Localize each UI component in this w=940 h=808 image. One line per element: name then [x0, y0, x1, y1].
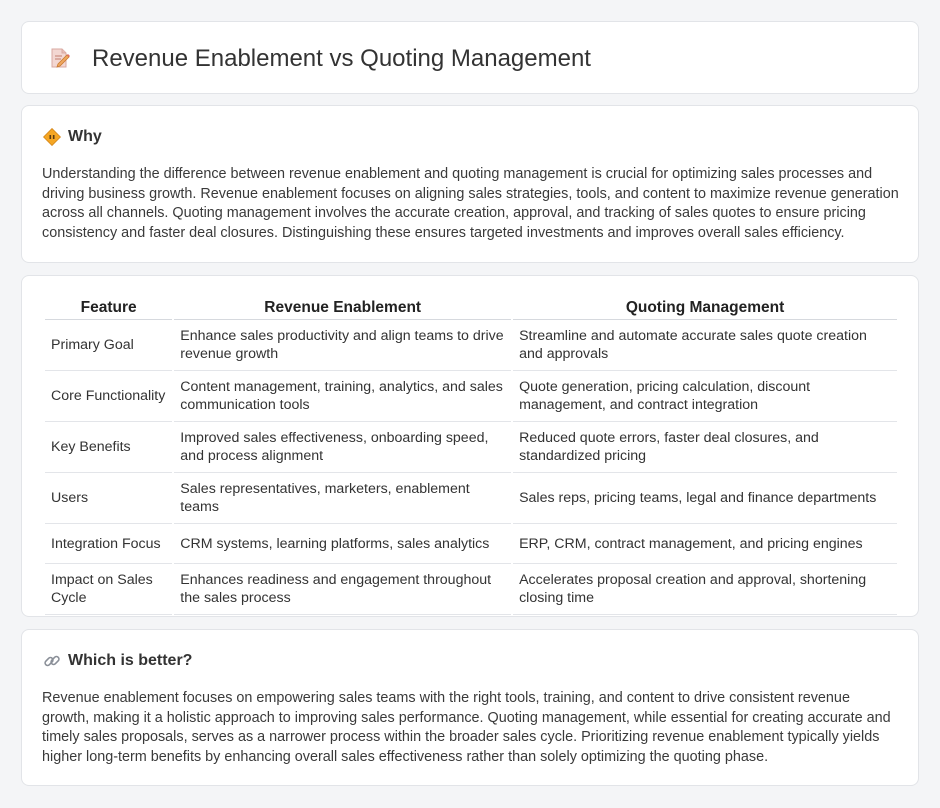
quoting-management-cell: Reduced quote errors, faster deal closures, and standardized pricing [513, 422, 897, 473]
quoting-management-cell: Quote generation, pricing calculation, discount management, and contract integration [513, 371, 897, 422]
feature-cell: Impact on Sales Cycle [45, 564, 172, 615]
feature-cell: Integration Focus [45, 524, 172, 564]
revenue-enablement-cell: CRM systems, learning platforms, sales analytics [174, 524, 511, 564]
revenue-enablement-cell: Content management, training, analytics, and sales communication tools [174, 371, 511, 422]
link-icon [43, 652, 61, 670]
feature-cell: Key Benefits [45, 422, 172, 473]
why-text: Understanding the difference between revenue enablement and quoting management is crucial for optimizing sales processes and driving business growth. Revenue enablement focuses on aligning sales strategies, tools, and content to maximize revenue generation across all channels. Quoting management involves the accurate creation, approval, and tracking of sales quotes to ensure pricing consistency and faster deal closures. Distinguishing these ensures targeted investments and improves overall sales efficiency. [42, 166, 899, 241]
header-card [21, 21, 919, 94]
table-row [45, 371, 897, 422]
why-heading [43, 127, 102, 147]
comparison-table-card [21, 275, 919, 617]
feature-cell: Primary Goal [45, 320, 172, 371]
table-row [45, 564, 897, 615]
table-row [45, 524, 897, 564]
why-section [21, 105, 919, 263]
quoting-management-cell: ERP, CRM, contract management, and pricing engines [513, 524, 897, 564]
better-title: Which is better? [68, 652, 193, 669]
comparison-table [43, 297, 899, 615]
revenue-enablement-cell: Enhance sales productivity and align teams to drive revenue growth [174, 320, 511, 371]
table-row [45, 473, 897, 524]
quoting-management-cell: Accelerates proposal creation and approval, shortening closing time [513, 564, 897, 615]
revenue-enablement-cell: Improved sales effectiveness, onboarding speed, and process alignment [174, 422, 511, 473]
revenue-enablement-cell: Sales representatives, marketers, enablement teams [174, 473, 511, 524]
feature-cell: Users [45, 473, 172, 524]
why-title: Why [68, 128, 102, 145]
diamond-sign-icon [43, 128, 61, 146]
document-pencil-icon [49, 47, 71, 69]
feature-cell: Core Functionality [45, 371, 172, 422]
table-row [45, 320, 897, 371]
page-title: Revenue Enablement vs Quoting Management [92, 45, 591, 72]
table-header-row [45, 297, 897, 320]
better-text: Revenue enablement focuses on empowering sales teams with the right tools, training, and content to drive consistent revenue growth, making it a holistic approach to improving sales performance. Quoting management, while essential for creating accurate and timely sales proposals, serves as a narrower process within the broader sales cycle. Prioritizing revenue enablement typically yields higher long-term benefits by enhancing overall sales effectiveness rather than solely optimizing the quoting phase. [42, 690, 891, 765]
better-heading [43, 651, 192, 671]
header-quoting-management: Quoting Management [513, 297, 897, 320]
quoting-management-cell: Streamline and automate accurate sales quote creation and approvals [513, 320, 897, 371]
header-feature: Feature [45, 297, 172, 320]
which-is-better-section [21, 629, 919, 786]
header-revenue-enablement: Revenue Enablement [174, 297, 511, 320]
quoting-management-cell: Sales reps, pricing teams, legal and finance departments [513, 473, 897, 524]
revenue-enablement-cell: Enhances readiness and engagement throughout the sales process [174, 564, 511, 615]
table-row [45, 422, 897, 473]
